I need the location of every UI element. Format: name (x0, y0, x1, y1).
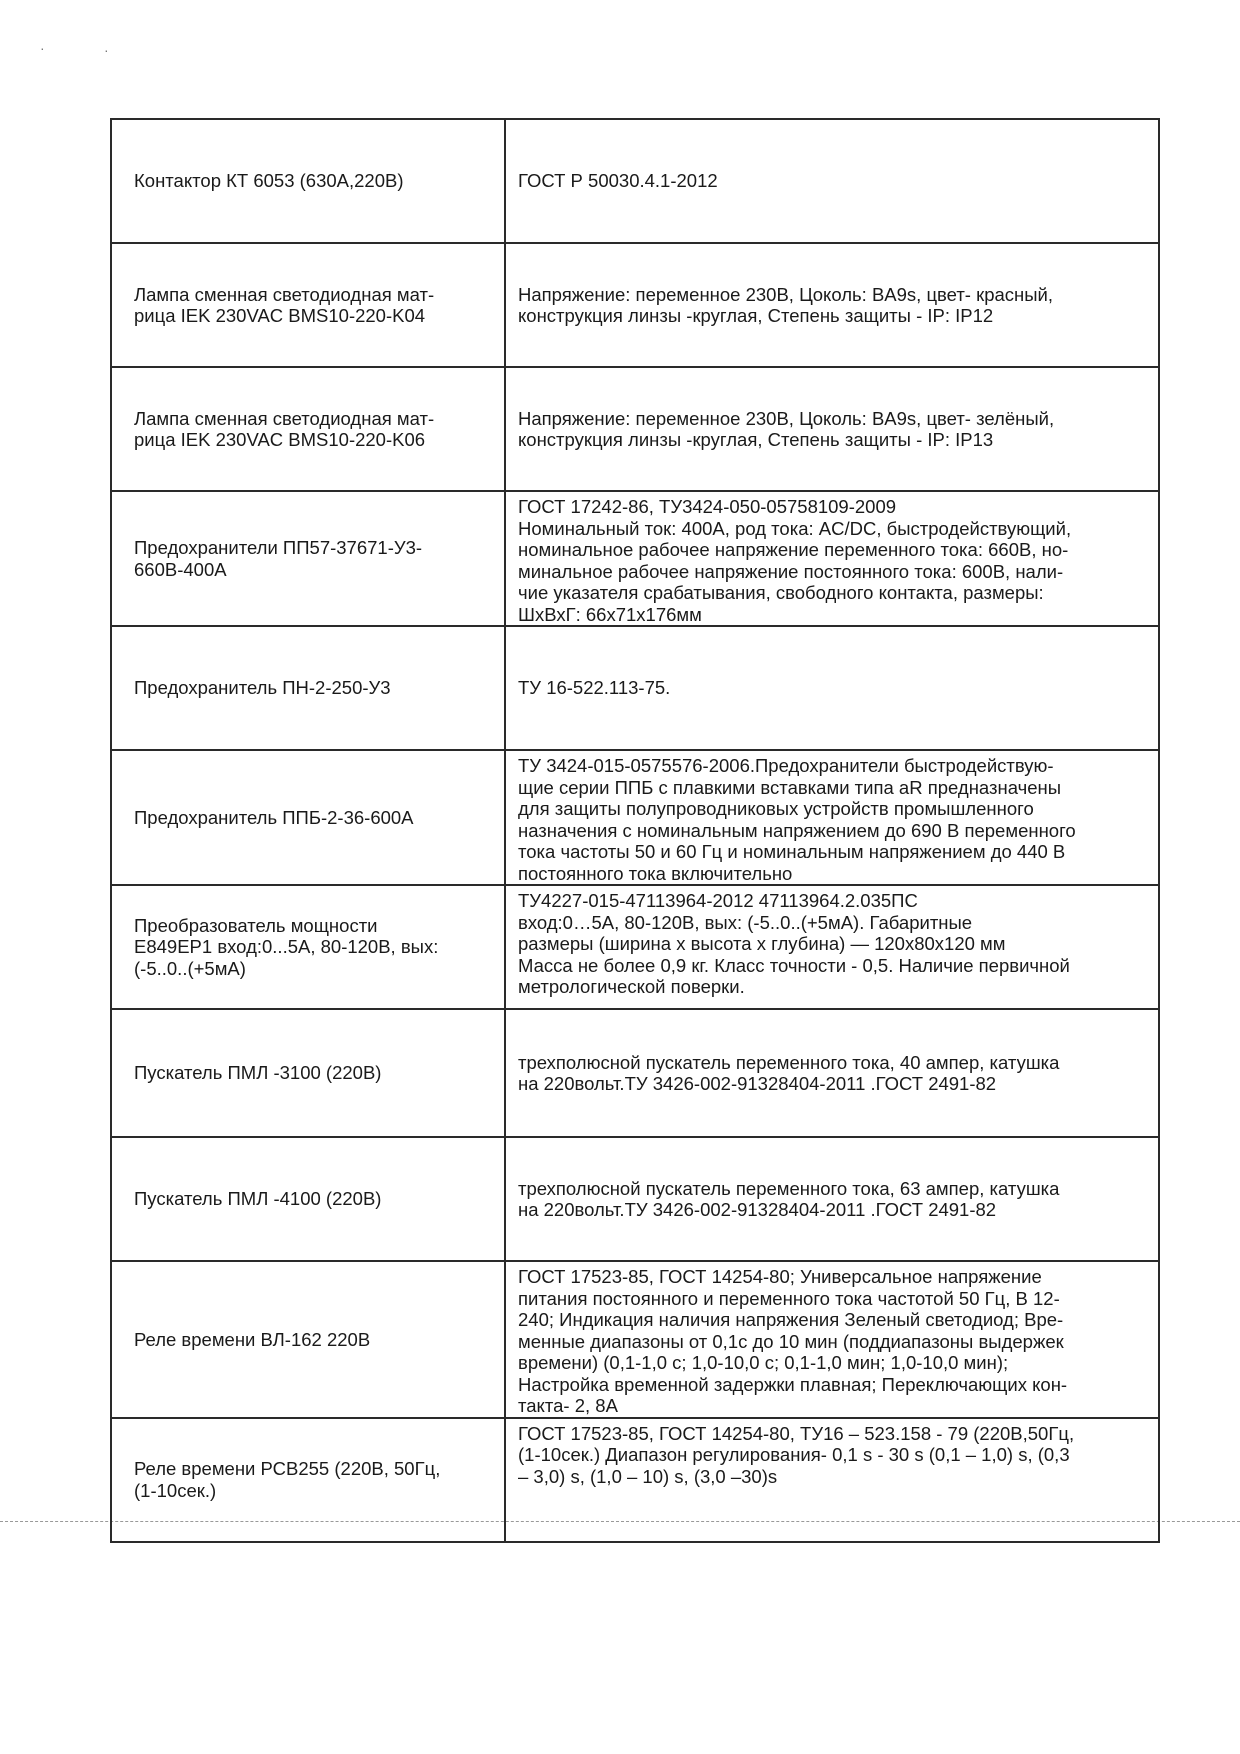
product-name-line: рица IEK 230VAC BMS10-220-K04 (134, 305, 426, 326)
specification-line: метрологической поверки. (518, 976, 745, 997)
specification-line: времени) (0,1-1,0 с; 1,0-10,0 с; 0,1-1,0 мин; 1,0-10,0 мин); (518, 1352, 1009, 1373)
product-name-line: Лампа сменная светодиодная мат- (134, 407, 435, 429)
specification-line: менные диапазоны от 0,1с до 10 мин (поддиапазоны выдержек (518, 1330, 1064, 1352)
specification-line: назначения с номинальным напряжением до 690 В переменного (518, 819, 1076, 841)
specification-cell (505, 1137, 1159, 1261)
specification-line: размеры (ширина х высота х глубина) — 120х80х120 мм (518, 933, 1006, 954)
specification-line: Масса не более 0,9 кг. Класс точности - 0,5. Наличие первичной (518, 954, 1070, 976)
specification-cell (505, 885, 1159, 1009)
table-row (111, 243, 1159, 367)
product-name-cell (111, 243, 505, 367)
table-row (111, 1261, 1159, 1418)
table-row (111, 367, 1159, 491)
specification-table (110, 118, 1160, 1543)
specification-line: вход:0…5А, 80-120В, вых: (-5..0..(+5мА). Габаритные (518, 911, 973, 933)
product-name-line: Лампа сменная светодиодная мат- (134, 283, 435, 305)
specification-line: трехполюсной пускатель переменного тока, 63 ампер, катушка (518, 1177, 1060, 1199)
product-name-line: Предохранитель ПН-2-250-У3 (134, 677, 391, 699)
specification-line: щие серии ППБ с плавкими вставками типа aR предназначены (518, 776, 1062, 798)
specification-cell (505, 626, 1159, 750)
specification-line: ГОСТ 17242-86, ТУ3424-050-05758109-2009 (518, 496, 897, 517)
product-name-cell (111, 1261, 505, 1418)
product-name-cell (111, 1418, 505, 1542)
product-name-line: Предохранитель ППБ-2-36-600А (134, 806, 414, 828)
specification-line: ГОСТ Р 50030.4.1-2012 (518, 170, 718, 192)
specification-line: ТУ4227-015-47113964-2012 47113964.2.035ПС (518, 890, 918, 911)
specification-line: ШхВхГ: 66x71x176мм (518, 603, 702, 625)
product-name-line: Контактор КТ 6053 (630А,220В) (134, 170, 404, 192)
specification-line: Напряжение: переменное 230В, Цоколь: BA9s, цвет- зелёный, (518, 407, 1055, 429)
specification-line: для защиты полупроводниковых устройств промышленного (518, 798, 1034, 819)
product-name-line: (-5..0..(+5мА) (134, 957, 246, 979)
table-row (111, 1418, 1159, 1542)
specification-cell (505, 119, 1159, 243)
specification-line: конструкция линзы -круглая, Степень защиты - IP: IP12 (518, 305, 994, 326)
specification-cell (505, 1261, 1159, 1418)
product-name-line: Пускатель ПМЛ -3100 (220В) (134, 1062, 382, 1084)
product-name-line: Преобразователь мощности (134, 914, 378, 936)
table-row (111, 626, 1159, 750)
table-row (111, 119, 1159, 243)
specification-line: чие указателя срабатывания, свободного контакта, размеры: (518, 582, 1044, 603)
specification-line: конструкция линзы -круглая, Степень защиты - IP: IP13 (518, 429, 994, 450)
product-name-line: Реле времени ВЛ-162 220В (134, 1328, 371, 1350)
specification-line: ТУ 16-522.113-75. (518, 677, 671, 699)
specification-cell (505, 491, 1159, 626)
specification-line: тока частоты 50 и 60 Гц и номинальным напряжением до 440 В (518, 841, 1066, 862)
product-name-line: (1-10сек.) (134, 1479, 217, 1501)
product-name-line: 660В-400А (134, 558, 227, 580)
specification-line: (1-10сек.) Диапазон регулирования- 0,1 s - 30 s (0,1 – 1,0) s, (0,3 (518, 1444, 1070, 1465)
specification-line: ГОСТ 17523-85, ГОСТ 14254-80; Универсальное напряжение (518, 1266, 1042, 1287)
product-name-cell (111, 885, 505, 1009)
table-row (111, 885, 1159, 1009)
product-name-line: Реле времени РСВ255 (220В, 50Гц, (134, 1458, 441, 1479)
scan-speck: · (40, 40, 45, 56)
product-name-line: Пускатель ПМЛ -4100 (220В) (134, 1188, 382, 1210)
product-name-cell (111, 750, 505, 885)
product-name-line: рица IEK 230VAC BMS10-220-K06 (134, 429, 426, 450)
product-name-cell (111, 1009, 505, 1137)
product-name-line: Е849ЕР1 вход:0...5А, 80-120В, вых: (134, 936, 439, 958)
table-body (111, 119, 1159, 1542)
product-name-line: Предохранители ПП57-37671-У3- (134, 537, 423, 558)
specification-cell (505, 1009, 1159, 1137)
specification-line: постоянного тока включительно (518, 862, 793, 884)
table-row (111, 1137, 1159, 1261)
specification-line: на 220вольт.ТУ 3426-002-91328404-2011 .ГОСТ 2491-82 (518, 1199, 997, 1220)
specification-line: Настройка временной задержки плавная; Переключающих кон- (518, 1373, 1068, 1395)
specification-line: 240; Индикация наличия напряжения Зеленый светодиод; Вре- (518, 1309, 1064, 1330)
specification-line: ТУ 3424-015-0575576-2006.Предохранители быстродействую- (518, 755, 1054, 776)
product-name-cell (111, 626, 505, 750)
product-name-cell (111, 1137, 505, 1261)
specification-line: минальное рабочее напряжение постоянного тока: 600В, нали- (518, 560, 1064, 582)
product-name-cell (111, 491, 505, 626)
specification-line: Номинальный ток: 400А, род тока: AC/DC, быстродействующий, (518, 517, 1072, 539)
specification-line: Напряжение: переменное 230В, Цоколь: BA9s, цвет- красный, (518, 283, 1054, 305)
specification-cell (505, 750, 1159, 885)
specification-line: питания постоянного и переменного тока частотой 50 Гц, В 12- (518, 1287, 1060, 1309)
scan-speck: · (104, 42, 109, 58)
specification-cell (505, 243, 1159, 367)
specification-line: трехполюсной пускатель переменного тока, 40 ампер, катушка (518, 1051, 1060, 1073)
specification-line: такта- 2, 8А (518, 1395, 618, 1416)
specification-line: номинальное рабочее напряжение переменного тока: 660В, но- (518, 539, 1069, 560)
table-row (111, 491, 1159, 626)
product-name-cell (111, 119, 505, 243)
specification-cell (505, 1418, 1159, 1542)
specification-line: на 220вольт.ТУ 3426-002-91328404-2011 .ГОСТ 2491-82 (518, 1073, 997, 1094)
product-name-cell (111, 367, 505, 491)
specification-cell (505, 367, 1159, 491)
table-row (111, 750, 1159, 885)
specification-line: ГОСТ 17523-85, ГОСТ 14254-80, ТУ16 – 523.158 - 79 (220В,50Гц, (518, 1422, 1075, 1444)
specification-line: – 3,0) s, (1,0 – 10) s, (3,0 –30)s (518, 1465, 778, 1487)
table-row (111, 1009, 1159, 1137)
